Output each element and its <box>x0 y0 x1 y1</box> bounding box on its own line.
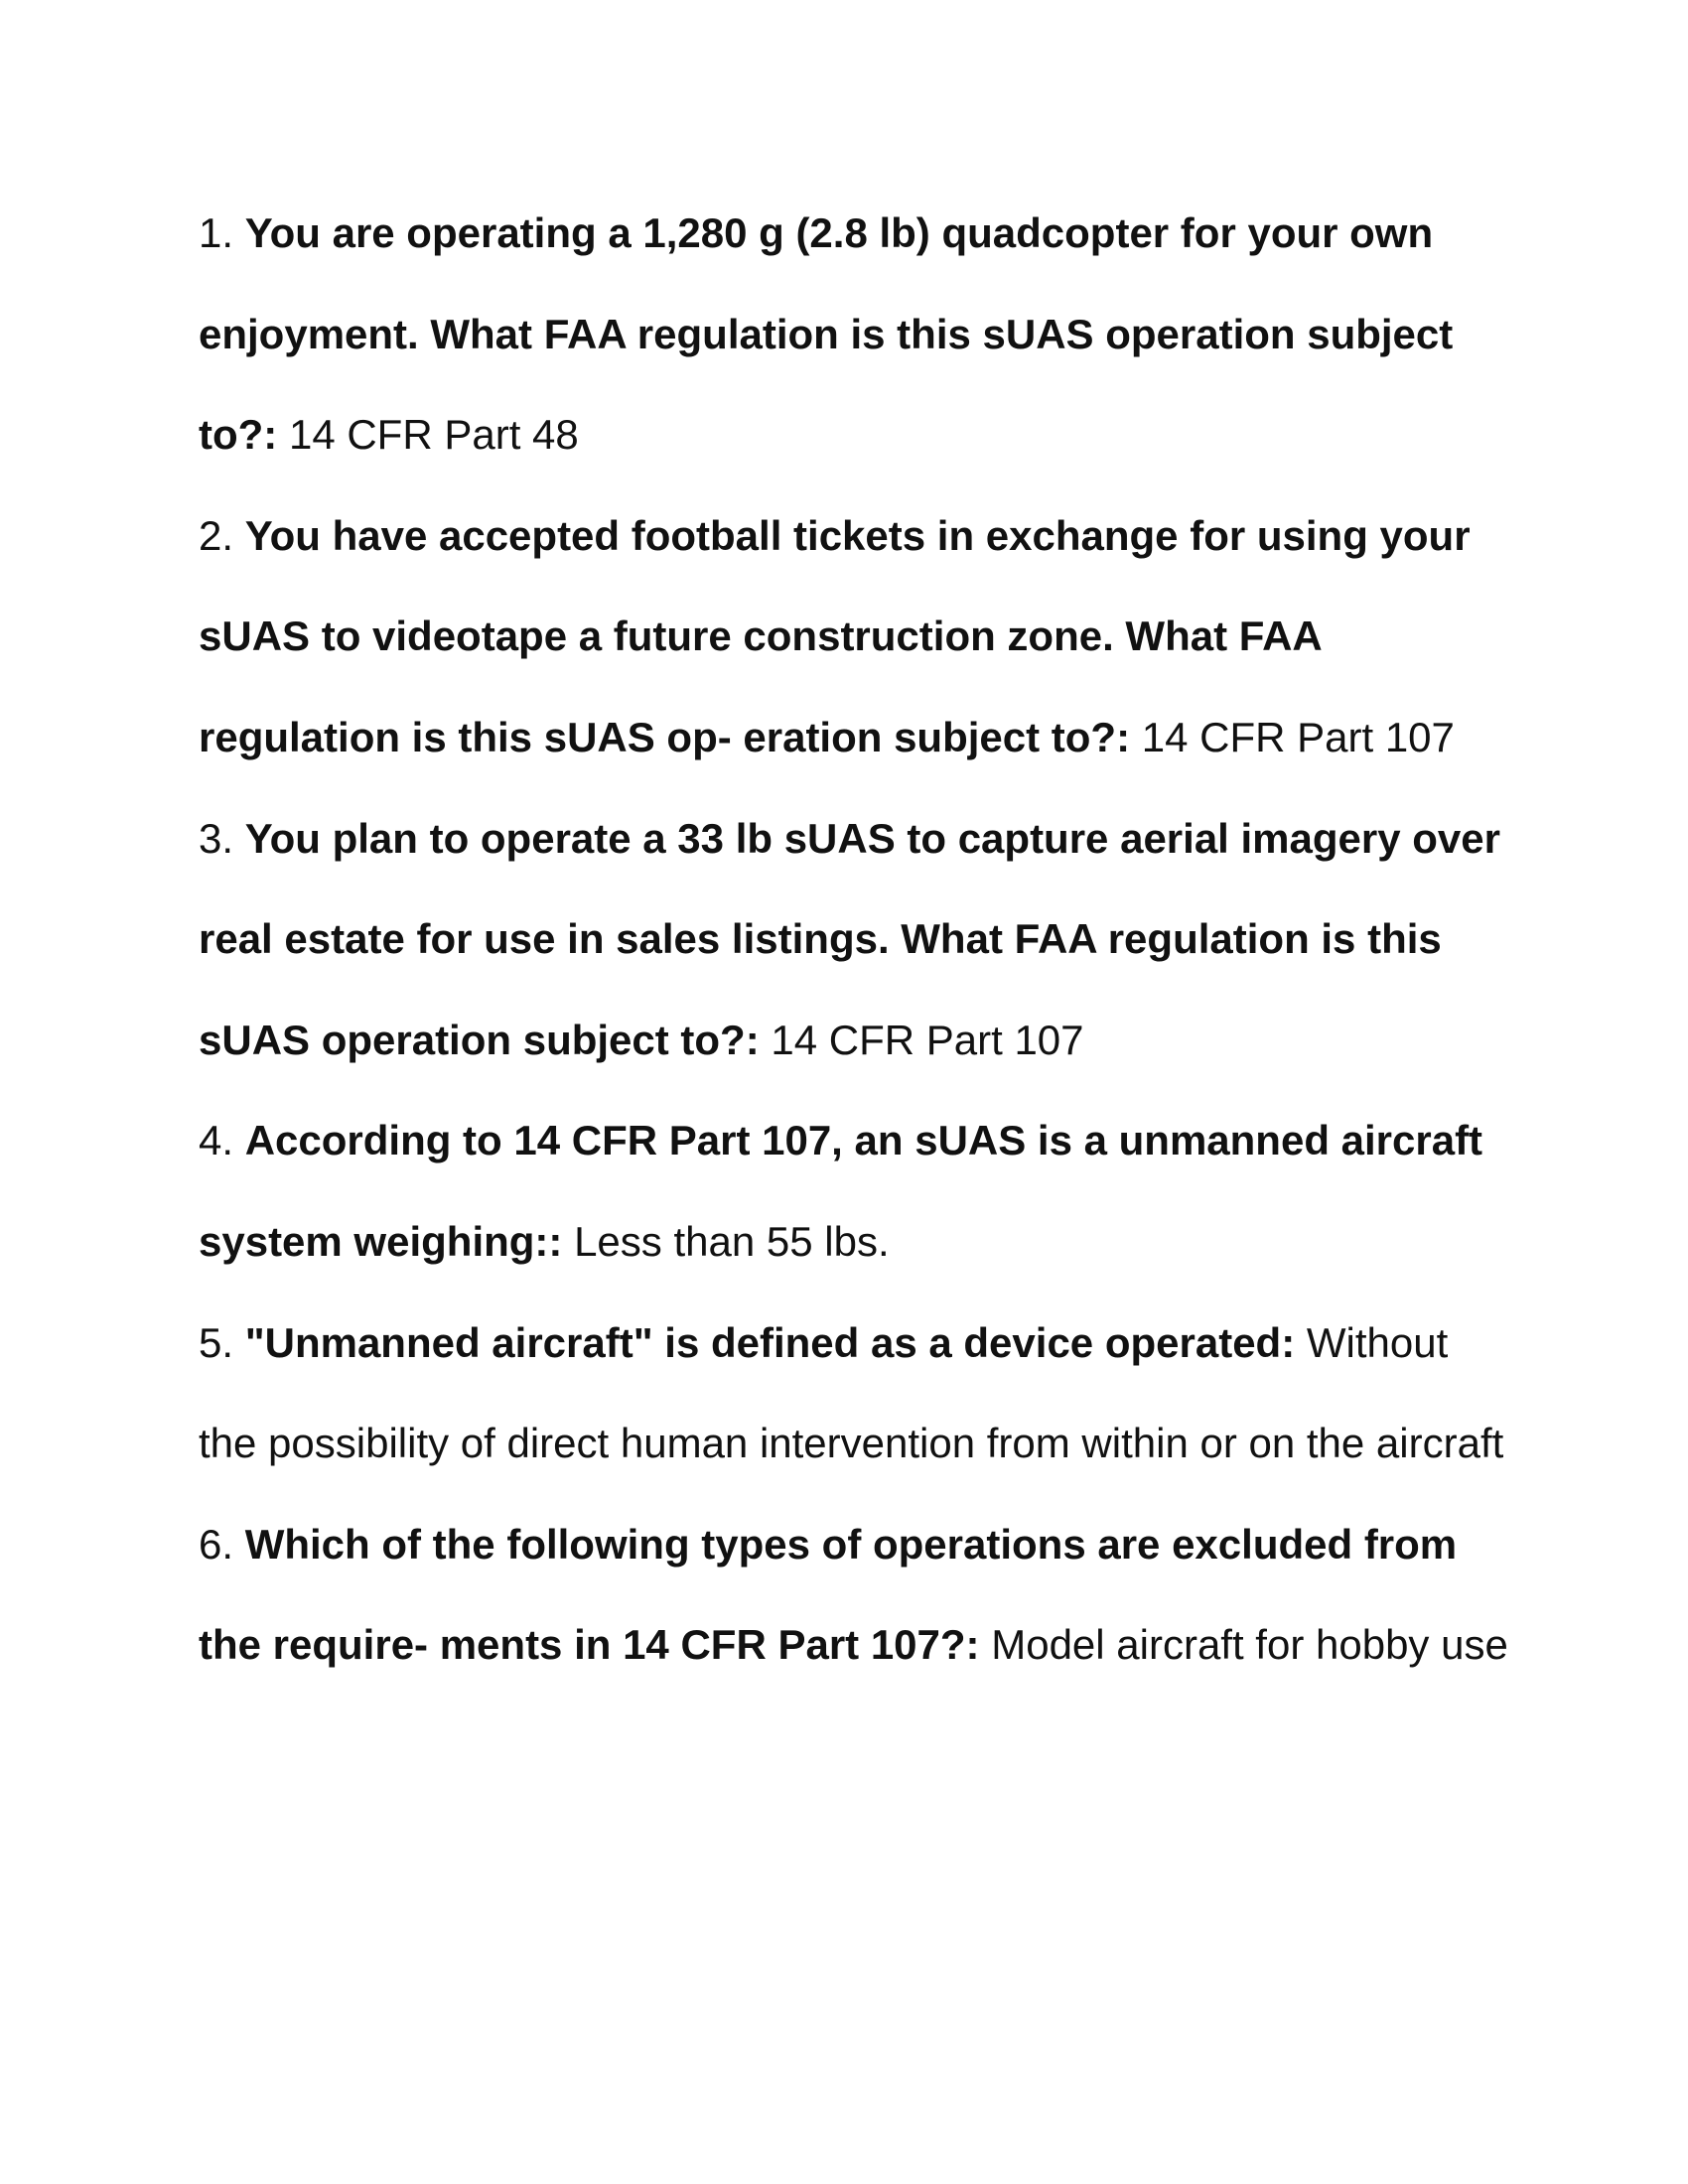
question-number: 5. <box>199 1318 234 1366</box>
question-text: "Unmanned aircraft" is defined as a device operated: <box>244 1318 1296 1366</box>
answer-text: Less than 55 lbs. <box>574 1217 890 1265</box>
question-text: You have accepted football tickets in exchange for using your sUAS to videotape a future construction zone. What FAA regulation is this sUAS op- eration subject to?: <box>199 511 1471 760</box>
qa-item-5 <box>199 1293 1509 1494</box>
question-text: You plan to operate a 33 lb sUAS to capture aerial imagery over real estate for use in sales listings. What FAA regulation is this sUAS operation subject to?: <box>199 814 1500 1063</box>
question-answer-list <box>199 183 1509 1696</box>
question-number: 6. <box>199 1520 234 1568</box>
qa-item-4 <box>199 1090 1509 1292</box>
qa-item-1 <box>199 183 1509 485</box>
question-number: 2. <box>199 511 234 559</box>
answer-text: 14 CFR Part 107 <box>771 1016 1084 1063</box>
qa-item-2 <box>199 485 1509 788</box>
answer-text: 14 CFR Part 48 <box>288 411 579 459</box>
qa-item-6 <box>199 1494 1509 1696</box>
question-number: 4. <box>199 1117 234 1164</box>
qa-item-3 <box>199 788 1509 1091</box>
question-text: Which of the following types of operations are excluded from the require- ments in 14 CFR Part 107?: <box>199 1520 1458 1669</box>
question-number: 1. <box>199 209 234 256</box>
question-number: 3. <box>199 814 234 862</box>
answer-text: Model aircraft for hobby use <box>991 1621 1508 1669</box>
answer-text: Without the possibility of direct human intervention from within or on the aircraft <box>199 1318 1504 1467</box>
question-text: According to 14 CFR Part 107, an sUAS is a unmanned aircraft system weighing:: <box>199 1117 1483 1265</box>
answer-text: 14 CFR Part 107 <box>1141 713 1455 760</box>
question-text: You are operating a 1,280 g (2.8 lb) quadcopter for your own enjoyment. What FAA regulation is this sUAS operation subject to?: <box>199 209 1454 459</box>
